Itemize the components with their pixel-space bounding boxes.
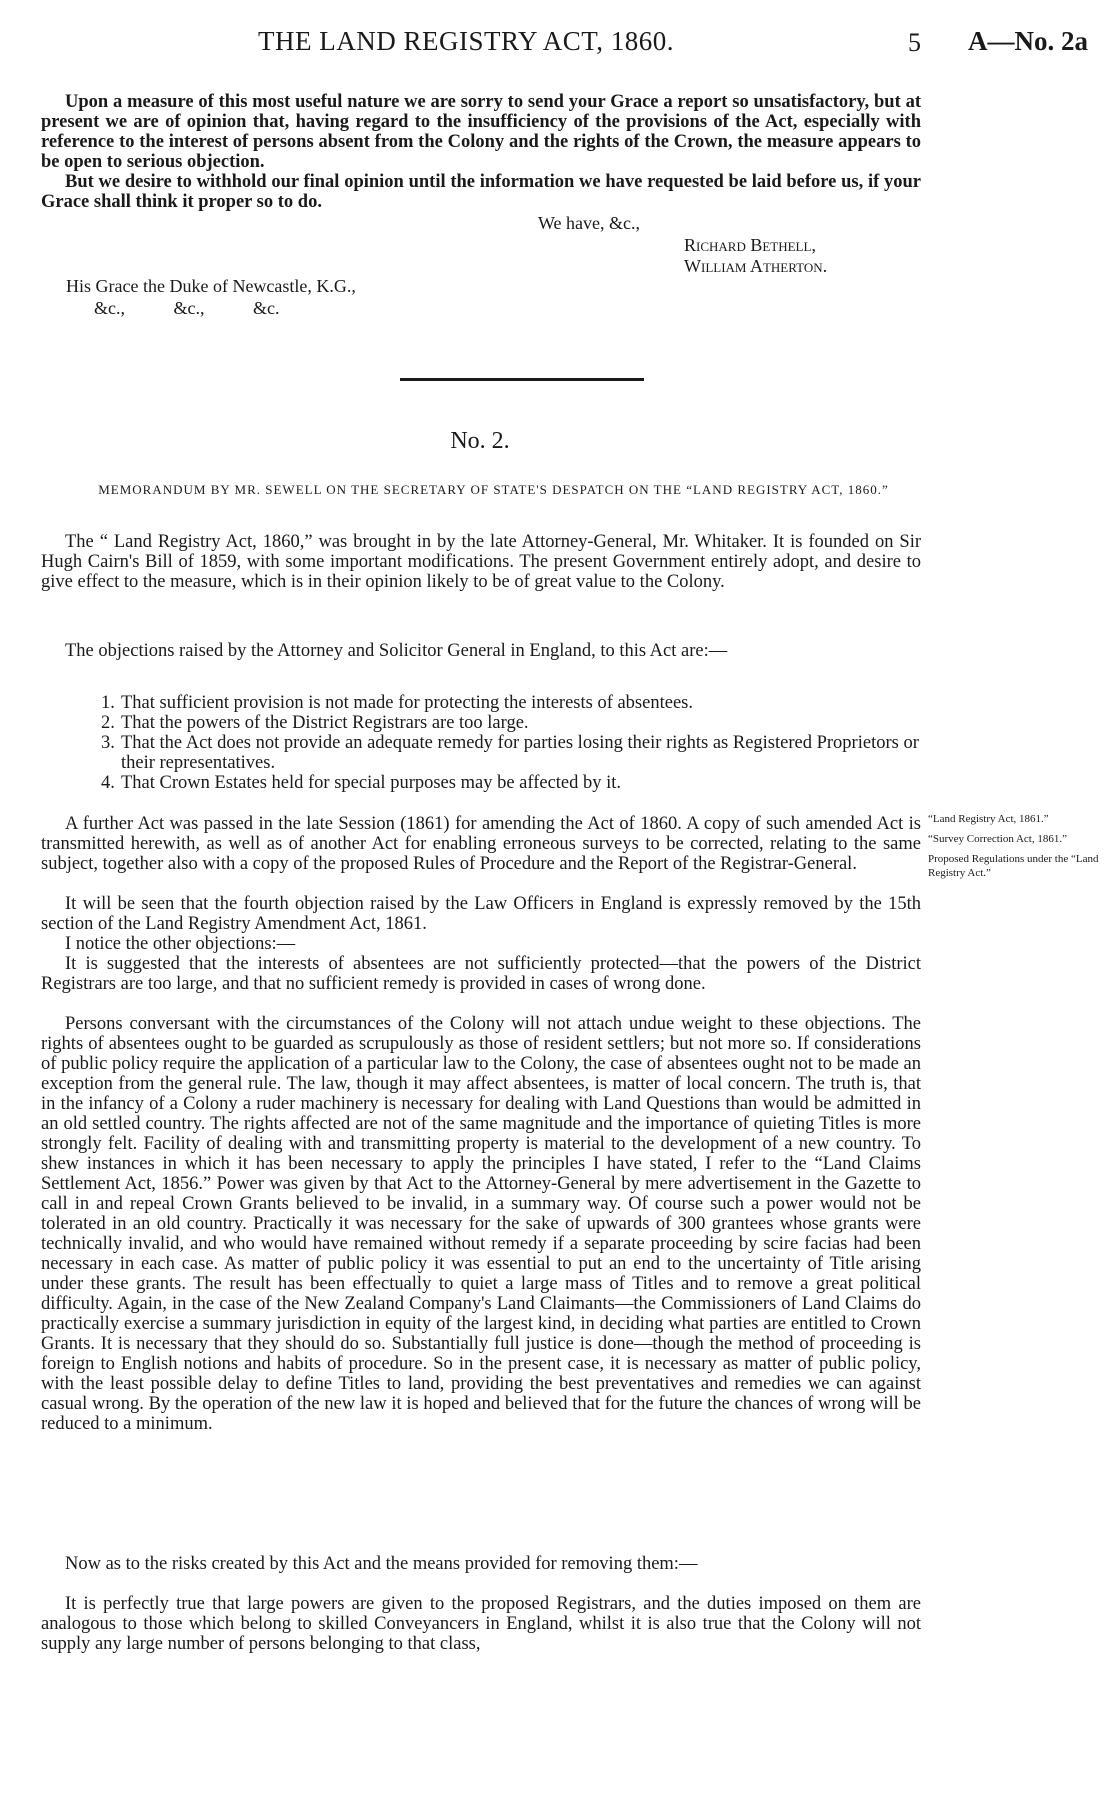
- paragraph-large-powers: It is perfectly true that large powers are given to the proposed Registrars, and the duties imposed on them are analogous to those which belong to skilled Conveyancers in England, whilst it is also true that the Colony will not supply any large number of persons belonging to that class,: [41, 1594, 921, 1654]
- objections-intro: The objections raised by the Attorney and Solicitor General in England, to this Act are:—: [65, 641, 728, 661]
- paragraph-further-act: A further Act was passed in the late Session (1861) for amending the Act of 1860. A copy of such amended Act is transmitted herewith, as well as of another Act for enabling erroneous surveys to be corrected, relating to the same subject, together also with a copy of the proposed Rules of Procedure and the Report of the Registrar-General.: [41, 814, 921, 874]
- addressee-etc: &c., &c., &c.: [94, 298, 280, 318]
- memo-intro: The “ Land Registry Act, 1860,” was brought in by the late Attorney-General, Mr. Whitaker. It is founded on Sir Hugh Cairn's Bill of 1859, with some important modifications. The present Government entirely adopt, and desire to give effect to the measure, which is in their opinion likely to be of great value to the Colony.: [41, 532, 921, 592]
- margin-notes: [928, 812, 1110, 886]
- letter-paragraph-2: But we desire to withhold our final opinion until the information we have requested be laid before us, if your Grace shall think it proper so to do.: [41, 172, 921, 212]
- running-header: [0, 26, 1114, 66]
- list-item: 3. That the Act does not provide an adequate remedy for parties losing their rights as Registered Proprietors or their representatives.: [101, 733, 919, 773]
- objections-list: [41, 693, 921, 793]
- paragraph-suggested: It is suggested that the interests of absentees are not sufficiently protected—that the powers of the District Registrars are too large, and that no sufficient remedy is provided in cases of wrong done.: [41, 954, 921, 994]
- list-item: 4. That Crown Estates held for special purposes may be affected by it.: [101, 773, 622, 793]
- page-number: 5: [908, 28, 921, 57]
- paragraph-fourth-objection: It will be seen that the fourth objection raised by the Law Officers in England is expressly removed by the 15th section of the Land Registry Amendment Act, 1861.: [41, 894, 921, 934]
- margin-note: “Survey Correction Act, 1861.”: [928, 833, 1067, 845]
- list-item: 2. That the powers of the District Registrars are too large.: [101, 713, 529, 733]
- memo-title: MEMORANDUM BY MR. SEWELL ON THE SECRETARY OF STATE'S DESPATCH ON THE “LAND REGISTRY ACT, 1860.”: [98, 482, 889, 497]
- header-title: THE LAND REGISTRY ACT, 1860.: [258, 26, 674, 56]
- letter-paragraph-1: Upon a measure of this most useful nature we are sorry to send your Grace a report so unsatisfactory, but at present we are of opinion that, having regard to the insufficiency of the provisions of the Act, especially with reference to the interest of persons absent from the Colony and the rights of the Crown, the measure appears to be open to serious objection.: [41, 92, 921, 172]
- paragraph-persons-conversant: Persons conversant with the circumstances of the Colony will not attach undue weight to these objections. The rights of absentees ought to be guarded as scrupulously as those of resident settlers; but not more so. If considerations of public policy require the application of a particular law to the Colony, the case of absentees ought not to be made an exception from the general rule. The law, though it may affect absentees, is matter of local concern. The truth is, that in the infancy of a Colony a ruder machinery is necessary for dealing with Land Questions than would be admitted in an old settled country. The rights affected are not of the same magnitude and the importance of quieting Titles is more strongly felt. Facility of dealing with and transmitting property is material to the development of a new country. To shew instances in which it has been necessary to apply the principles I have stated, I refer to the “Land Claims Settlement Act, 1856.” Power was given by that Act to the Attorney-General by mere advertisement in the Gazette to call in and repeal Crown Grants believed to be invalid, in a summary way. Of course such a power would not be tolerated in an old country. Practically it was necessary for the sake of upwards of 300 grantees whose grants were technically invalid, and who would have remained without remedy if a separate proceeding by scire facias had been necessary in each case. As matter of public policy it was essential to put an end to the uncertainty of Title arising under these grants. The result has been effectually to quiet a large mass of Titles and to remove a great political difficulty. Again, in the case of the New Zealand Company's Land Claimants—the Commissioners of Land Claims do practically exercise a summary jurisdiction in equity of the largest kind, in deciding what parties are entitled to Crown Grants. It is necessary that they should do so. Substantially full justice is done—though the method of proceeding is foreign to English notions and habits of procedure. So in the present case, it is necessary as matter of public policy, with the least possible delay to define Titles to land, providing the best preventatives and remedies we can against casual wrong. By the operation of the new law it is hoped and believed that for the future the chances of wrong will be reduced to a minimum.: [41, 1014, 921, 1434]
- margin-note: Proposed Regulations under the “Land Registry Act.”: [928, 853, 1099, 879]
- document-reference: A—No. 2a: [968, 26, 1088, 56]
- paragraph-notice: I notice the other objections:—: [65, 934, 296, 954]
- signatory-atherton: William Atherton.: [684, 256, 828, 276]
- margin-note: “Land Registry Act, 1861.”: [928, 813, 1049, 825]
- letter-closing: We have, &c.,: [538, 213, 641, 233]
- paragraph-risks: Now as to the risks created by this Act and the means provided for removing them:—: [65, 1554, 698, 1574]
- signatory-bethell: Richard Bethell,: [684, 235, 816, 255]
- list-item: 1. That sufficient provision is not made for protecting the interests of absentees.: [101, 693, 693, 713]
- memo-number: No. 2.: [450, 428, 510, 454]
- section-divider: [400, 378, 644, 381]
- addressee: His Grace the Duke of Newcastle, K.G.,: [66, 276, 356, 296]
